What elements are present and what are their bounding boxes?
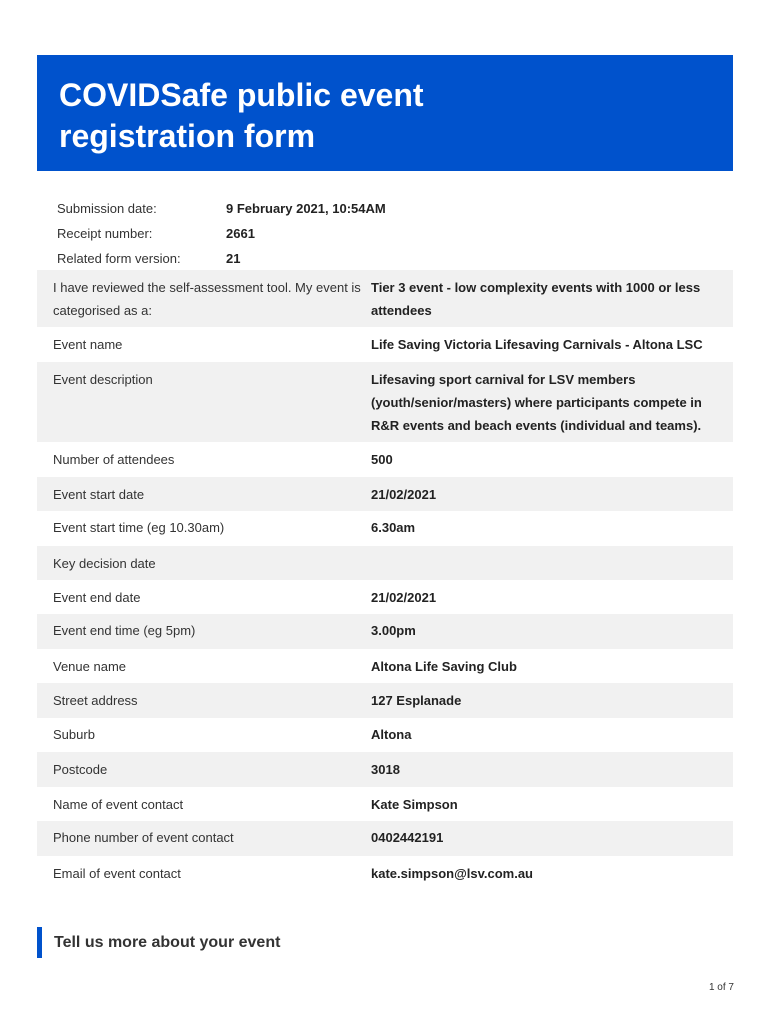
field-label-line: Event end time (eg 5pm)	[53, 623, 196, 638]
field-row	[37, 614, 733, 649]
field-row	[37, 649, 733, 683]
meta-label: Submission date:	[57, 201, 157, 216]
field-value-line: 21/02/2021	[371, 590, 437, 605]
field-value-line: attendees	[371, 303, 432, 318]
field-value-line: Life Saving Victoria Lifesaving Carnivals - Altona LSC	[371, 337, 703, 352]
section-heading	[37, 927, 280, 958]
field-label	[37, 723, 371, 752]
field-label	[37, 448, 371, 477]
meta-row	[57, 246, 386, 271]
field-value-line: Tier 3 event - low complexity events with 1000 or less	[371, 280, 701, 295]
field-label-line: Event description	[53, 372, 153, 387]
field-value	[371, 448, 733, 477]
page-title	[59, 75, 699, 157]
meta-value: 21	[226, 251, 241, 266]
title-banner	[37, 55, 733, 171]
field-value-line: R&R events and beach events (individual and teams).	[371, 418, 702, 433]
field-row	[37, 327, 733, 362]
field-value	[371, 826, 733, 856]
field-value-line: Altona Life Saving Club	[371, 659, 517, 674]
field-row	[37, 580, 733, 614]
field-value-line: 3018	[371, 762, 400, 777]
field-value	[371, 483, 733, 511]
field-value-line: (youth/senior/masters) where participants compete in	[371, 395, 702, 410]
field-value-line: 21/02/2021	[371, 487, 437, 502]
field-label	[37, 333, 371, 362]
page-title-line-2: registration form	[59, 118, 316, 154]
field-label	[37, 483, 371, 511]
field-label	[37, 516, 371, 546]
field-label-line: Name of event contact	[53, 797, 184, 812]
field-label-line: Phone number of event contact	[53, 830, 234, 845]
field-value	[371, 586, 733, 614]
field-value-line: 0402442191	[371, 830, 444, 845]
field-label-line: Event start date	[53, 487, 145, 502]
field-value-line: Kate Simpson	[371, 797, 458, 812]
field-value	[371, 862, 733, 890]
field-row	[37, 477, 733, 511]
field-row	[37, 546, 733, 580]
field-row	[37, 752, 733, 787]
field-label-line: Key decision date	[53, 556, 156, 571]
field-label	[37, 826, 371, 856]
field-value-line: Altona	[371, 727, 412, 742]
meta-row	[57, 196, 386, 221]
field-row	[37, 856, 733, 890]
field-value-line: 500	[371, 452, 393, 467]
field-label	[37, 689, 371, 718]
field-value	[371, 758, 733, 787]
field-label	[37, 552, 371, 580]
field-value	[371, 552, 733, 580]
form-fields-table	[37, 270, 733, 890]
field-label	[37, 276, 371, 327]
page-number: 1 of 7	[708, 982, 734, 993]
field-value-line: Lifesaving sport carnival for LSV members	[371, 372, 636, 387]
field-label	[37, 793, 371, 821]
field-label-line: Email of event contact	[53, 866, 181, 881]
field-label-line: I have reviewed the self-assessment tool. My event is	[53, 280, 361, 295]
field-row	[37, 362, 733, 442]
field-row	[37, 718, 733, 752]
field-label-line: Suburb	[53, 727, 95, 742]
field-row	[37, 442, 733, 477]
field-label-line: Event start time (eg 10.30am)	[53, 520, 225, 535]
field-value	[371, 516, 733, 546]
field-value	[371, 619, 733, 649]
meta-label: Related form version:	[57, 251, 181, 266]
meta-row	[57, 221, 386, 246]
meta-value: 2661	[226, 226, 255, 241]
field-value-line: kate.simpson@lsv.com.au	[371, 866, 533, 881]
field-row	[37, 511, 733, 546]
field-row	[37, 270, 733, 327]
field-value	[371, 333, 733, 362]
field-row	[37, 787, 733, 821]
field-label	[37, 368, 371, 442]
field-label-line: Street address	[53, 693, 138, 708]
field-label-line: categorised as a:	[53, 303, 153, 318]
page-title-line-1: COVIDSafe public event	[59, 77, 424, 113]
field-label-line: Number of attendees	[53, 452, 175, 467]
field-label	[37, 862, 371, 890]
field-label	[37, 655, 371, 683]
field-value	[371, 276, 733, 327]
field-row	[37, 683, 733, 718]
field-value-line: 127 Esplanade	[371, 693, 462, 708]
field-value	[371, 793, 733, 821]
field-value	[371, 689, 733, 718]
meta-label: Receipt number:	[57, 226, 153, 241]
field-value	[371, 723, 733, 752]
field-value-line: 6.30am	[371, 520, 416, 535]
field-label-line: Event name	[53, 337, 123, 352]
field-value-line: 3.00pm	[371, 623, 416, 638]
field-label-line: Venue name	[53, 659, 127, 674]
field-row	[37, 821, 733, 856]
meta-value: 9 February 2021, 10:54AM	[226, 201, 386, 216]
field-value	[371, 368, 733, 442]
field-label-line: Event end date	[53, 590, 141, 605]
field-label-line: Postcode	[53, 762, 108, 777]
field-label	[37, 758, 371, 787]
field-value	[371, 655, 733, 683]
field-label	[37, 619, 371, 649]
field-label	[37, 586, 371, 614]
section-title: Tell us more about your event	[54, 933, 281, 951]
submission-meta	[57, 196, 386, 271]
